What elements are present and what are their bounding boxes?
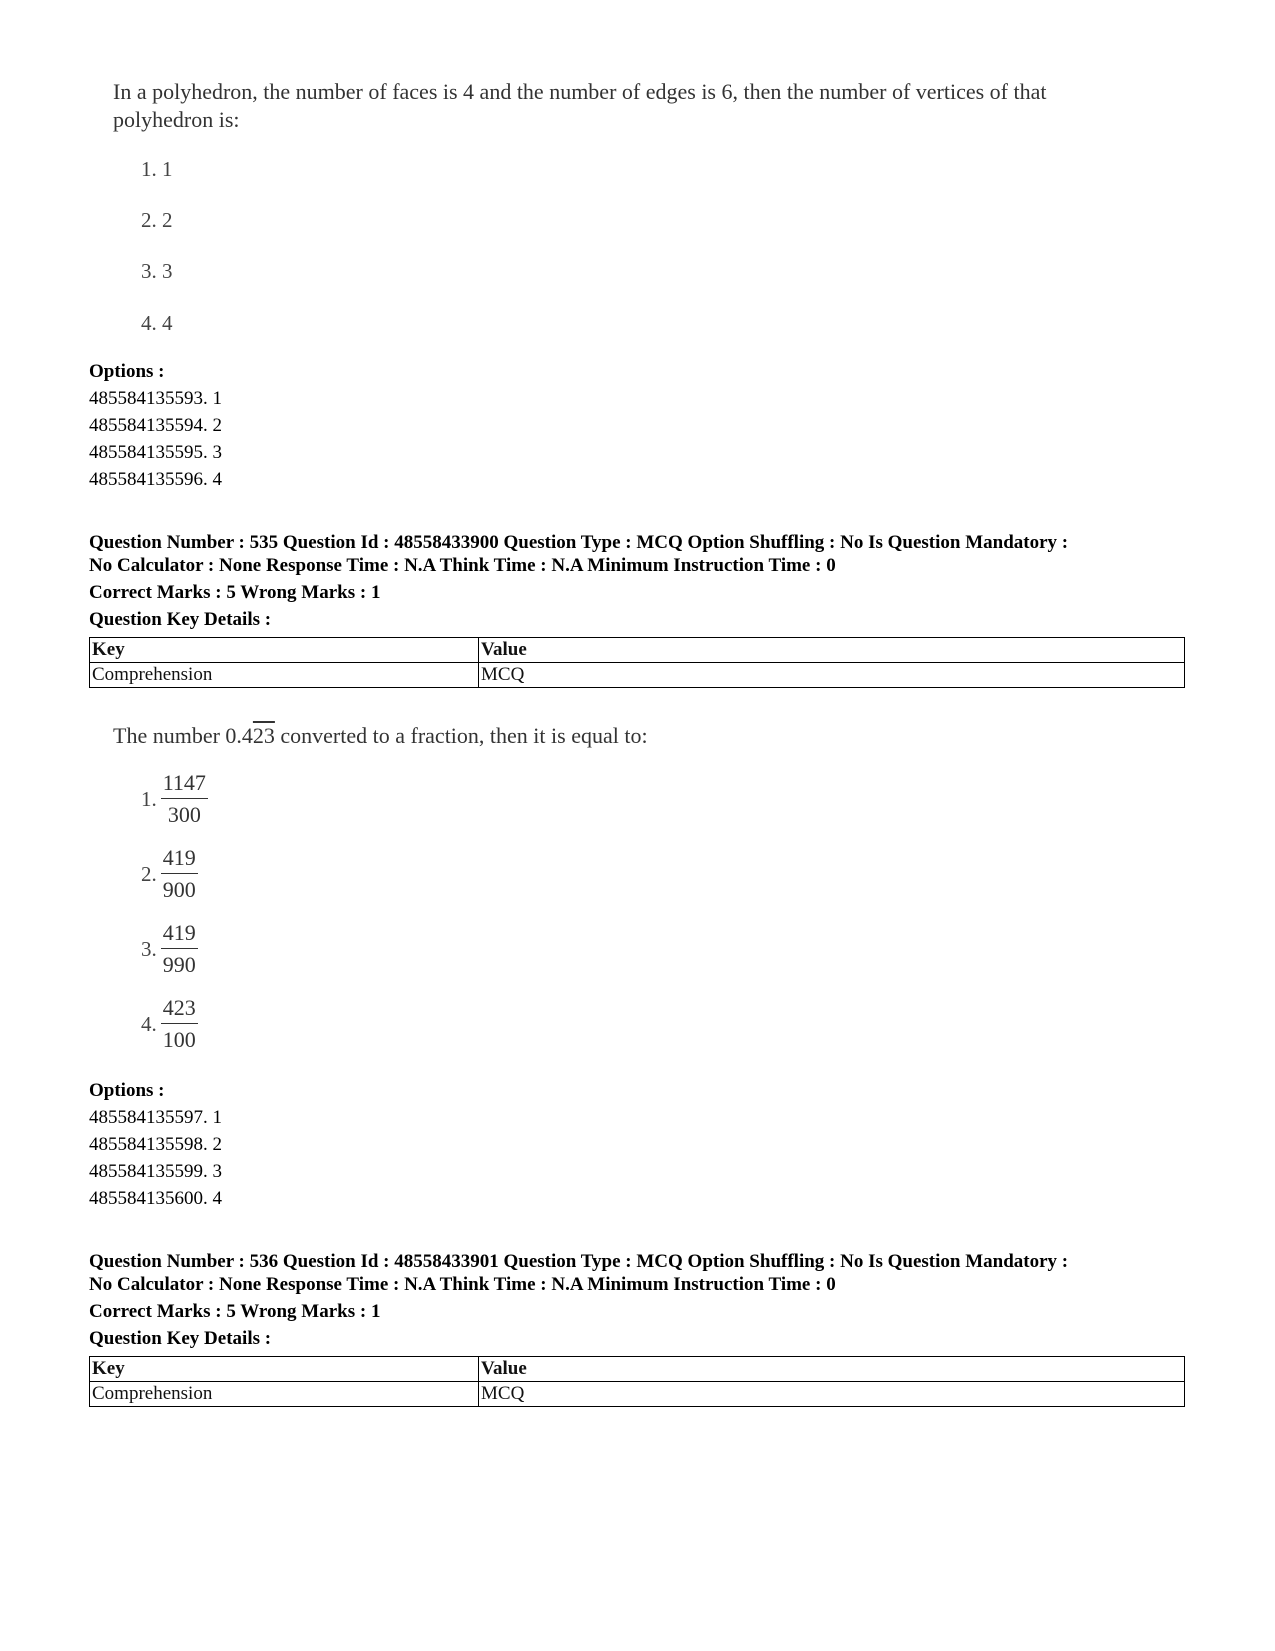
key-details-label: Question Key Details : [89, 1328, 272, 1349]
q534-question-text: In a polyhedron, the number of faces is 4 and the number of edges is 6, then the number of vertices of that polyhedron is: [113, 79, 1047, 132]
marks-line: Correct Marks : 5 Wrong Marks : 1 [89, 1301, 381, 1322]
option-item: 485584135600. 4 [89, 1188, 222, 1209]
q534-choice-3: 3. 3 [141, 259, 173, 283]
option-item: 485584135595. 3 [89, 442, 222, 463]
q535-choice-2: 2. $\frac{419}{900}$ [141, 843, 198, 906]
key-details-label: Question Key Details : [89, 609, 272, 630]
option-item: 485584135598. 2 [89, 1134, 222, 1155]
q534-choice-2: 2. 2 [141, 208, 173, 232]
table-cell-key: Comprehension [90, 663, 479, 688]
table-cell-key: Comprehension [90, 1382, 479, 1407]
question-meta-line: Question Number : 536 Question Id : 48558433901 Question Type : MCQ Option Shuffling : No Is Question Mandatory : [89, 1251, 1069, 1272]
question-meta-line: No Calculator : None Response Time : N.A Think Time : N.A Minimum Instruction Time : 0 [89, 1274, 836, 1295]
q535-question-text: The number 0.423 converted to a fraction, then it is equal to: [113, 723, 648, 748]
q534-options-list [89, 358, 222, 493]
table-header-value: Value [479, 1357, 1185, 1382]
table-header-key: Key [90, 1357, 479, 1382]
table-row [90, 663, 1185, 688]
table-header-row [90, 1357, 1185, 1382]
q535-choice-4: 4. $\frac{423}{100}$ [141, 993, 198, 1056]
option-item: 485584135597. 1 [89, 1107, 222, 1128]
q534-choice-4: 4. 4 [141, 311, 173, 335]
table-header-row [90, 638, 1185, 663]
options-label: Options : [89, 361, 165, 382]
q535-choice-3: 3. $\frac{419}{990}$ [141, 918, 198, 981]
table-cell-value: MCQ [479, 663, 1185, 688]
repeating-decimal: 0.423 [225, 723, 275, 748]
q534-choice-1: 1. 1 [141, 157, 173, 181]
fraction: $\frac{423}{100}$ [162, 995, 196, 1052]
option-item: 485584135594. 2 [89, 415, 222, 436]
q535-header [89, 531, 1068, 631]
options-label: Options : [89, 1080, 165, 1101]
option-item: 485584135596. 4 [89, 469, 222, 490]
marks-line: Correct Marks : 5 Wrong Marks : 1 [89, 582, 381, 603]
table-cell-value: MCQ [479, 1382, 1185, 1407]
fraction: $\frac{1147}{300}$ [162, 770, 206, 827]
table-header-key: Key [90, 638, 479, 663]
q536-header [89, 1250, 1068, 1350]
question-meta-line: No Calculator : None Response Time : N.A Think Time : N.A Minimum Instruction Time : 0 [89, 555, 836, 576]
fraction: $\frac{419}{900}$ [162, 845, 196, 902]
q536-key-table [89, 1356, 1185, 1407]
question-meta-line: Question Number : 535 Question Id : 48558433900 Question Type : MCQ Option Shuffling : No Is Question Mandatory : [89, 532, 1069, 553]
table-header-value: Value [479, 638, 1185, 663]
q535-choice-1: 1. $\frac{1147}{300}$ [141, 768, 208, 831]
option-item: 485584135593. 1 [89, 388, 222, 409]
q535-key-table [89, 637, 1185, 688]
q535-options-list [89, 1077, 222, 1212]
fraction: $\frac{419}{990}$ [162, 920, 196, 977]
option-item: 485584135599. 3 [89, 1161, 222, 1182]
table-row [90, 1382, 1185, 1407]
